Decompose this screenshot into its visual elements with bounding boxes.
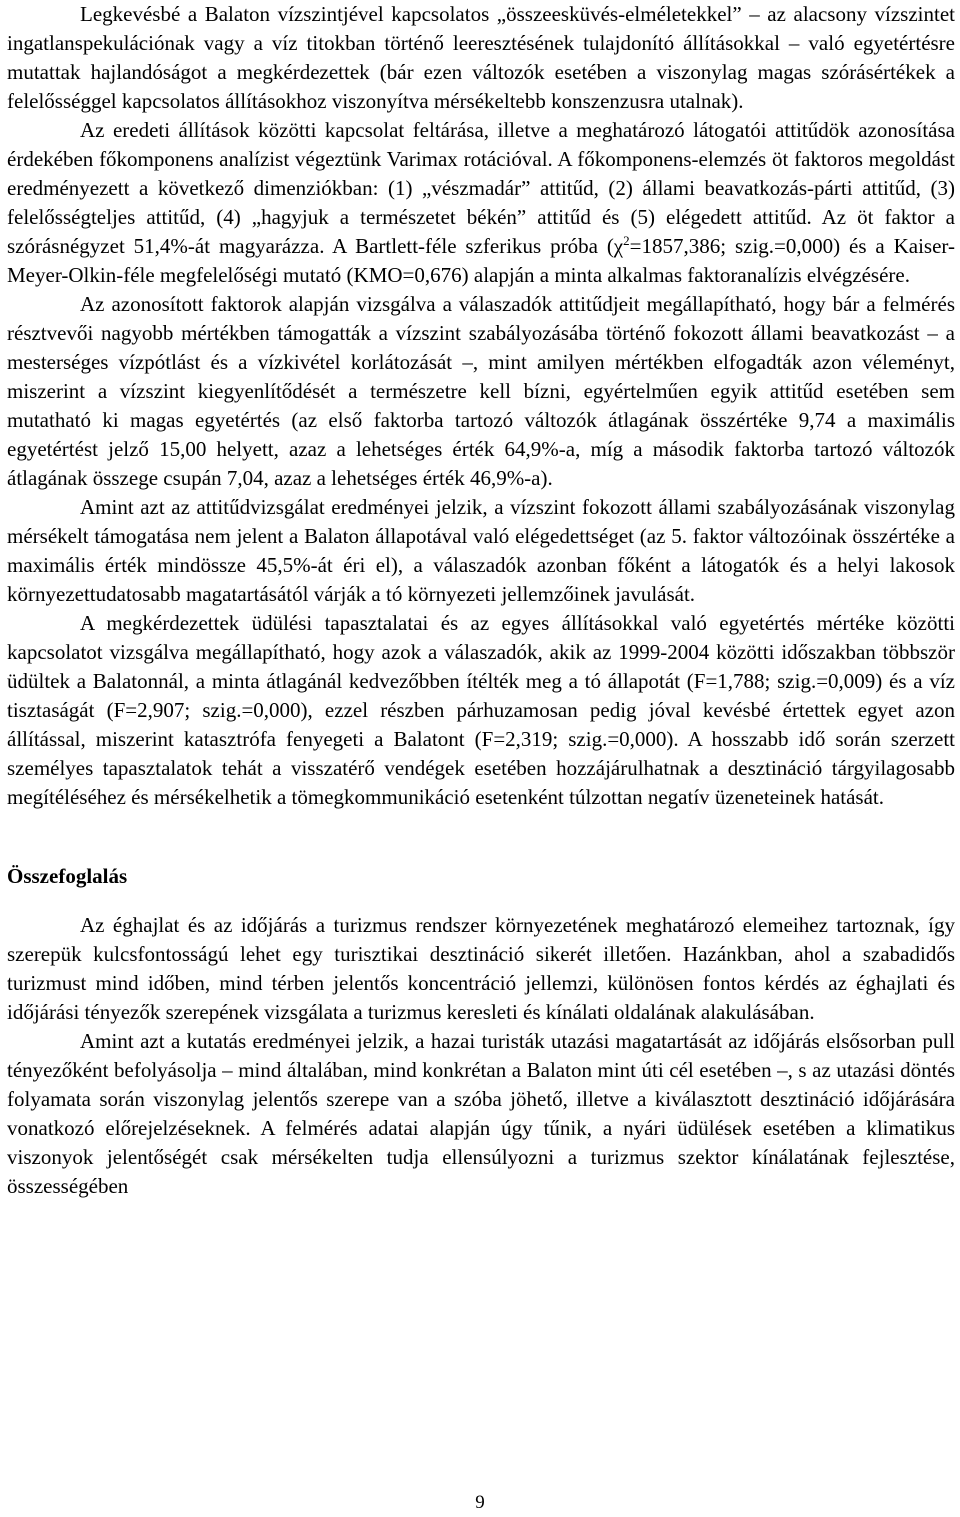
paragraph: Amint azt a kutatás eredményei jelzik, a hazai turisták utazási magatartását az időjárás elsősorban pull tényezőként befolyásolja – mind általában, mind konkrétan a Balaton mint úti cél esetében –, s az utazási döntés folyamata során viszonylag jelentős szerepe van a szóba jöhető, illetve a kiválasztott desztináció időjárására vonatkozó előrejelzéseknek. A felmérés adatai alapján úgy tűnik, a nyári üdülések esetében a klimatikus viszonyok jelentőségét csak mérsékelten tudja ellensúlyozni a turizmus szektor kínálatának fejlesztése, összességében: [7, 1029, 955, 1198]
paragraph-text: Az eredeti állítások közötti kapcsolat feltárása, illetve a meghatározó látogatói attitűdök azonosítása érdekében főkomponens analízist végeztünk Varimax rotációval. A főkomponens-elemzés öt faktoros megoldást eredményezett a következő dimenziókban: (1) „vészmadár” attitűd, (2) állami beavatkozás-párti attitűd, (3) felelősségteljes attitűd, (4) „hagyjuk a természetet békén” attitűd és (5) elégedett attitűd. Az öt faktor a szórásnégyzet 51,4%-át magyarázza. A Bartlett-féle szferikus próba (χ: [7, 118, 955, 258]
paragraph-text-tail: =1857,386; szig.=0,000) és a Kaiser-Meyer-Olkin-féle megfelelőségi mutató (KMO=0,676) alapján a minta alkalmas faktoranalízis elvégzésére.: [7, 234, 955, 287]
section-heading: Összefoglalás: [7, 864, 128, 888]
paragraph: Az azonosított faktorok alapján vizsgálva a válaszadók attitűdjeit megállapítható, hogy bár a felmérés résztvevői nagyobb mértékben támogatták a vízszint szabályozásába történő fokozott állami beavatkozást – a mesterséges vízpótlást és a vízkivétel korlátozását –, mint amilyen mértékben elfogadták azon véleményt, miszerint a vízszint kiegyenlítődését a természetre kell bízni, egyértelműen egyik attitűd esetében sem mutatható ki magas egyetértés (az első faktorba tartozó változók átlagának összértéke 9,74 a maximális egyetértést jelző 15,00 helyett, azaz a lehetséges érték 64,9%-a, míg a második faktorba tartozó változók átlagának összege csupán 7,04, azaz a lehetséges érték 46,9%-a).: [7, 292, 955, 490]
paragraph: A megkérdezettek üdülési tapasztalatai és az egyes állításokkal való egyetértés mértéke közötti kapcsolatot vizsgálva megállapítható, hogy azok a válaszadók, akik az 1999-2004 közötti időszakban többször üdültek a Balatonnál, a minta átlagánál kedvezőbben ítélték meg a tó állapotát (F=1,788; szig.=0,009) és a víz tisztaságát (F=2,907; szig.=0,000), ezzel részben párhuzamosan pedig jóval kevésbé értettek egyet azon állítással, miszerint katasztrófa fenyegeti a Balatont (F=2,319; szig.=0,000). A hosszabb idő során szerzett személyes tapasztalatok tehát a visszatérő vendégek esetében hozzájárulhatnak a desztináció tárgyilagosabb megítéléséhez és mérsékelhetik a tömegkommunikáció esetenként túlzottan negatív üzeneteinek hatását.: [7, 611, 955, 809]
paragraph: Az éghajlat és az időjárás a turizmus rendszer környezetének meghatározó elemeihez tartoznak, így szerepük kulcsfontosságú lehet egy turisztikai desztináció sikerét illetően. Hazánkban, ahol a szabadidős turizmust mind időben, mind térben jelentős koncentráció jellemzi, különösen fontos kérdés az éghajlati és időjárási tényezők szerepének vizsgálata a turizmus keresleti és kínálati oldalának alakulásában.: [7, 913, 955, 1024]
paragraph: [7, 116, 955, 290]
page-body: [7, 0, 955, 1201]
paragraph: Legkevésbé a Balaton vízszintjével kapcsolatos „összeesküvés-elméletekkel” – az alacsony vízszintet ingatlanspekulációnak vagy a víz titokban történő leeresztésének tulajdonító állításokkal – való egyetértésre mutattak hajlandóságot a megkérdezettek (bár ezen változók esetében a viszonylag magas szórásértékek a felelősséggel kapcsolatos állításokhoz viszonyítva mérsékeltebb konszenzusra utalnak).: [7, 2, 955, 113]
superscript: 2: [623, 233, 630, 248]
page-number: 9: [475, 1492, 485, 1513]
paragraph: Amint azt az attitűdvizsgálat eredményei jelzik, a vízszint fokozott állami szabályozásának viszonylag mérsékelt támogatása nem jelent a Balaton állapotával való elégedettséget (az 5. faktor változóinak összértéke a maximális érték mindössze 45,5%-át éri el), a válaszadók azonban főként a látogatók és a helyi lakosok környezettudatosabb magatartásától várják a tó környezeti jellemzőinek javulását.: [7, 495, 955, 606]
